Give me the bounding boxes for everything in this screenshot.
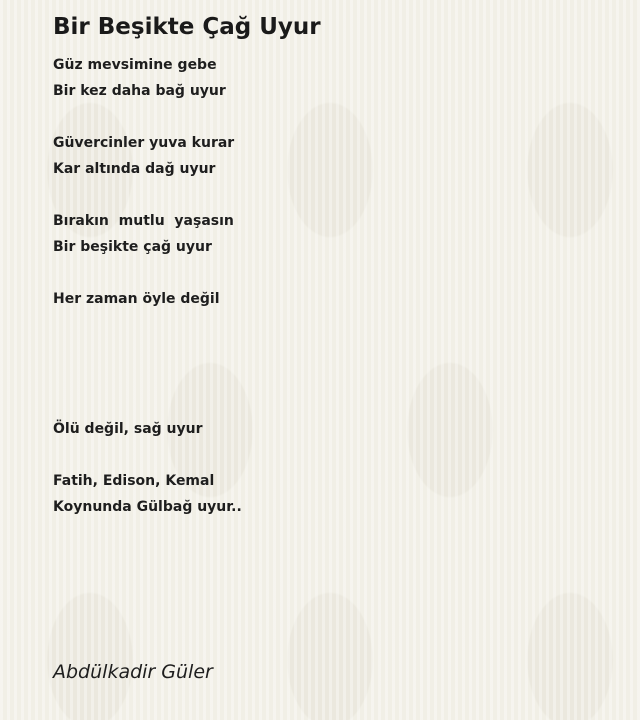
poem-line	[53, 390, 242, 416]
poem-line: Bırakın mutlu yaşasın	[53, 213, 234, 229]
poem-line: Kar altında dağ uyur	[53, 161, 216, 177]
poem-author: Abdülkadir Güler	[53, 661, 213, 683]
poem-line	[53, 104, 242, 130]
poem-line: Fatih, Edison, Kemal	[53, 473, 215, 489]
poem-line	[53, 364, 242, 390]
poem-line: Bir kez daha bağ uyur	[53, 83, 226, 99]
poem-line: Her zaman öyle değil	[53, 291, 220, 307]
poem-line	[53, 338, 242, 364]
poem-line: Güz mevsimine gebe	[53, 57, 217, 73]
poem-line	[53, 182, 242, 208]
poem-line: Ölü değil, sağ uyur	[53, 421, 203, 437]
poem-line	[53, 442, 242, 468]
poem-line	[53, 312, 242, 338]
poem-line: Güvercinler yuva kurar	[53, 135, 235, 151]
poem-line	[53, 260, 242, 286]
poem-body	[53, 52, 242, 520]
poem-card	[53, 0, 613, 720]
poem-title: Bir Beşikte Çağ Uyur	[53, 14, 321, 40]
poem-line: Koynunda Gülbağ uyur..	[53, 499, 242, 515]
poem-line: Bir beşikte çağ uyur	[53, 239, 212, 255]
